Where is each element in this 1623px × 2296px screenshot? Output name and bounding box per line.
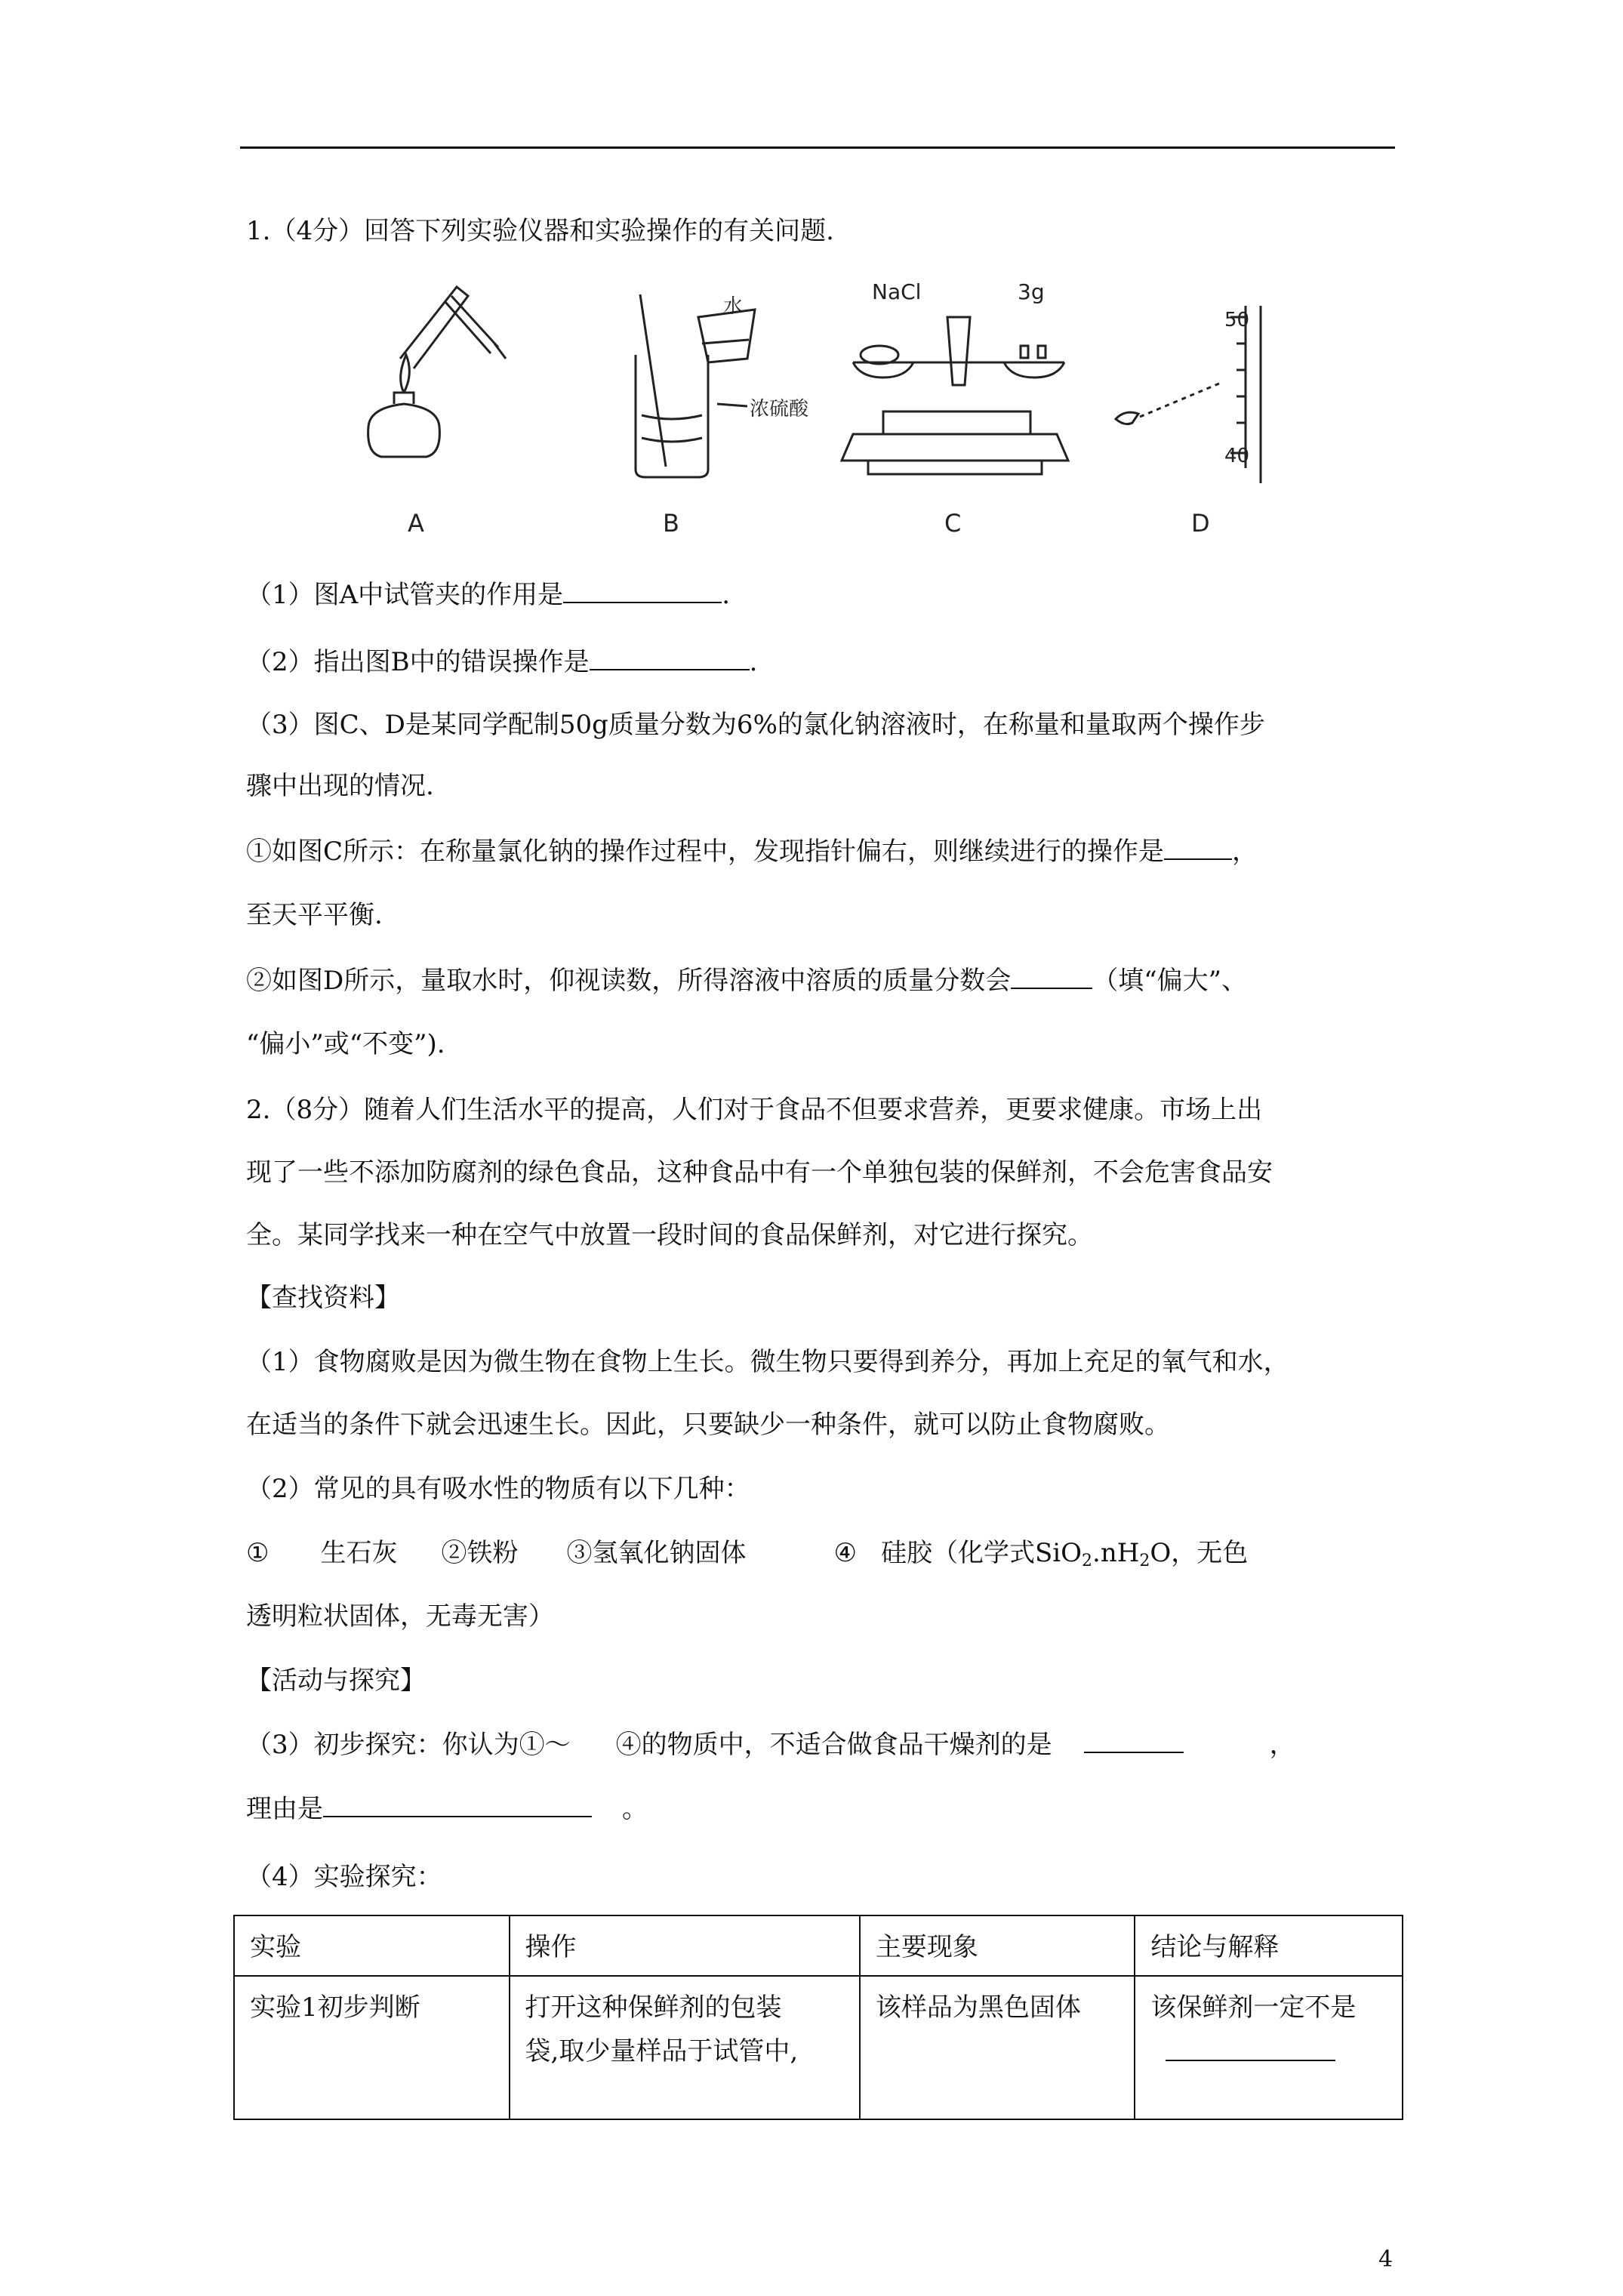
q1-item2-line1 <box>246 964 1247 997</box>
q1-part1 <box>246 578 730 612</box>
q1-figure <box>355 272 1298 544</box>
q1-item1-text: ①如图C所示：在称量氯化钠的操作过程中，发现指针偏右，则继续进行的操作是 <box>246 837 1165 867</box>
item-3-text: ③氢氧化钠固体 <box>566 1538 747 1568</box>
subscript: 2 <box>1082 1552 1093 1570</box>
q2-part3-line1 <box>246 1728 1295 1761</box>
table-header-row <box>234 1915 1403 1976</box>
q1-item1-line2: 至天平平衡. <box>246 900 383 930</box>
fig-label-a: A <box>408 509 424 538</box>
q1-part3-line1: （3）图C、D是某同学配制50g质量分数为6%的氯化钠溶液时，在称量和量取两个操作步 <box>246 710 1265 740</box>
item-4-marker: ④ <box>833 1538 857 1568</box>
q2-line2: 现了一些不添加防腐剂的绿色食品，这种食品中有一个单独包装的保鲜剂，不会危害食品安 <box>246 1157 1273 1188</box>
fig-label-50: 50 <box>1224 309 1250 331</box>
fig-label-water: 水 <box>723 295 744 318</box>
experiment-table <box>233 1915 1403 2120</box>
answer-blank[interactable] <box>1164 836 1232 860</box>
q1-part2-text: （2）指出图B中的错误操作是 <box>246 647 590 677</box>
item-4-text: 硅胶（化学式SiO <box>880 1538 1083 1568</box>
answer-blank[interactable] <box>590 646 750 670</box>
q1-part2-end: . <box>749 647 758 677</box>
table-header-cell: 实验 <box>234 1915 510 1976</box>
fig-label-c: C <box>944 509 962 538</box>
q1-item1-line1 <box>246 835 1258 868</box>
q2-line1: 2.（8分）随着人们生活水平的提高，人们对于食品不但要求营养，更要求健康。市场上出 <box>246 1095 1263 1125</box>
section-heading-data: 【查找资料】 <box>246 1283 400 1313</box>
fig-label-nacl: NaCl <box>872 279 922 304</box>
item-4-formula: .nH <box>1092 1538 1140 1568</box>
table-cell <box>1135 1976 1403 2119</box>
table-row <box>234 1976 1403 2119</box>
q1-part2 <box>246 646 757 679</box>
q2-line3: 全。某同学找来一种在空气中放置一段时间的食品保鲜剂，对它进行探究。 <box>246 1220 1093 1250</box>
q2-ref2: （2）常见的具有吸水性的物质有以下几种： <box>246 1474 750 1504</box>
fig-label-mass: 3g <box>1018 279 1045 304</box>
q1-item2-line2: “偏小”或“不变”). <box>246 1029 445 1059</box>
table-header-cell: 操作 <box>510 1915 860 1976</box>
answer-blank[interactable] <box>1011 965 1092 989</box>
cell-line: 该保鲜剂一定不是 <box>1150 1992 1357 2023</box>
q2-part3-end: 。 <box>622 1794 648 1824</box>
item-2-text: ②铁粉 <box>441 1538 519 1568</box>
q1-part3-line2: 骤中出现的情况. <box>246 771 434 801</box>
table-cell <box>510 1976 860 2119</box>
item-1-text: 生石灰 <box>320 1538 398 1568</box>
q1-item2-end: （填“偏大”、 <box>1092 966 1248 996</box>
q2-ref1-line2: 在适当的条件下就会迅速生长。因此，只要缺少一种条件，就可以防止食物腐败。 <box>246 1410 1170 1440</box>
table-header-cell: 主要现象 <box>860 1915 1135 1976</box>
q1-part1-text: （1）图A中试管夹的作用是 <box>246 580 564 610</box>
q2-part3-text-b: ④的物质中，不适合做食品干燥剂的是 <box>615 1730 1052 1760</box>
table-cell: 实验1初步判断 <box>234 1976 510 2119</box>
q2-part3-comma: ， <box>1269 1730 1295 1760</box>
subscript: 2 <box>1139 1552 1150 1570</box>
fig-label-b: B <box>663 509 679 538</box>
q2-part3-text-a: （3）初步探究：你认为①～ <box>246 1730 571 1760</box>
q2-part3-reason-label: 理由是 <box>246 1794 323 1824</box>
q2-part3-line2 <box>246 1792 648 1826</box>
table-header-cell: 结论与解释 <box>1135 1915 1403 1976</box>
q1-item1-end: ， <box>1232 837 1258 867</box>
answer-blank[interactable] <box>563 579 722 603</box>
answer-blank[interactable] <box>1084 1729 1184 1753</box>
q2-items-line <box>246 1536 1248 1578</box>
item-4-tail: O，无色 <box>1150 1538 1249 1568</box>
page-number: 4 <box>1378 2246 1394 2273</box>
answer-blank[interactable] <box>323 1793 592 1817</box>
fig-label-acid: 浓硫酸 <box>750 398 809 421</box>
answer-blank[interactable] <box>1166 2037 1335 2061</box>
fig-label-d: D <box>1191 509 1210 538</box>
header-rule <box>240 146 1395 149</box>
q2-items-line2: 透明粒状固体，无毒无害） <box>246 1601 554 1632</box>
fig-label-40: 40 <box>1224 445 1250 467</box>
cell-line: 打开这种保鲜剂的包装 <box>525 1992 782 2023</box>
lab-apparatus-illustration <box>355 272 1298 544</box>
q2-ref1-line1: （1）食物腐败是因为微生物在食物上生长。微生物只要得到养分，再加上充足的氧气和水， <box>246 1347 1289 1377</box>
table-cell: 该样品为黑色固体 <box>860 1976 1135 2119</box>
item-1-marker: ① <box>246 1538 269 1568</box>
q2-part4: （4）实验探究： <box>246 1862 442 1892</box>
q1-item2-text: ②如图D所示，量取水时，仰视读数，所得溶液中溶质的质量分数会 <box>246 966 1012 996</box>
q1-title: 1.（4分）回答下列实验仪器和实验操作的有关问题. <box>246 216 834 246</box>
q1-part1-end: . <box>722 580 730 610</box>
section-heading-activity: 【活动与探究】 <box>246 1666 426 1696</box>
cell-line: 袋,取少量样品于试管中, <box>525 2036 799 2066</box>
